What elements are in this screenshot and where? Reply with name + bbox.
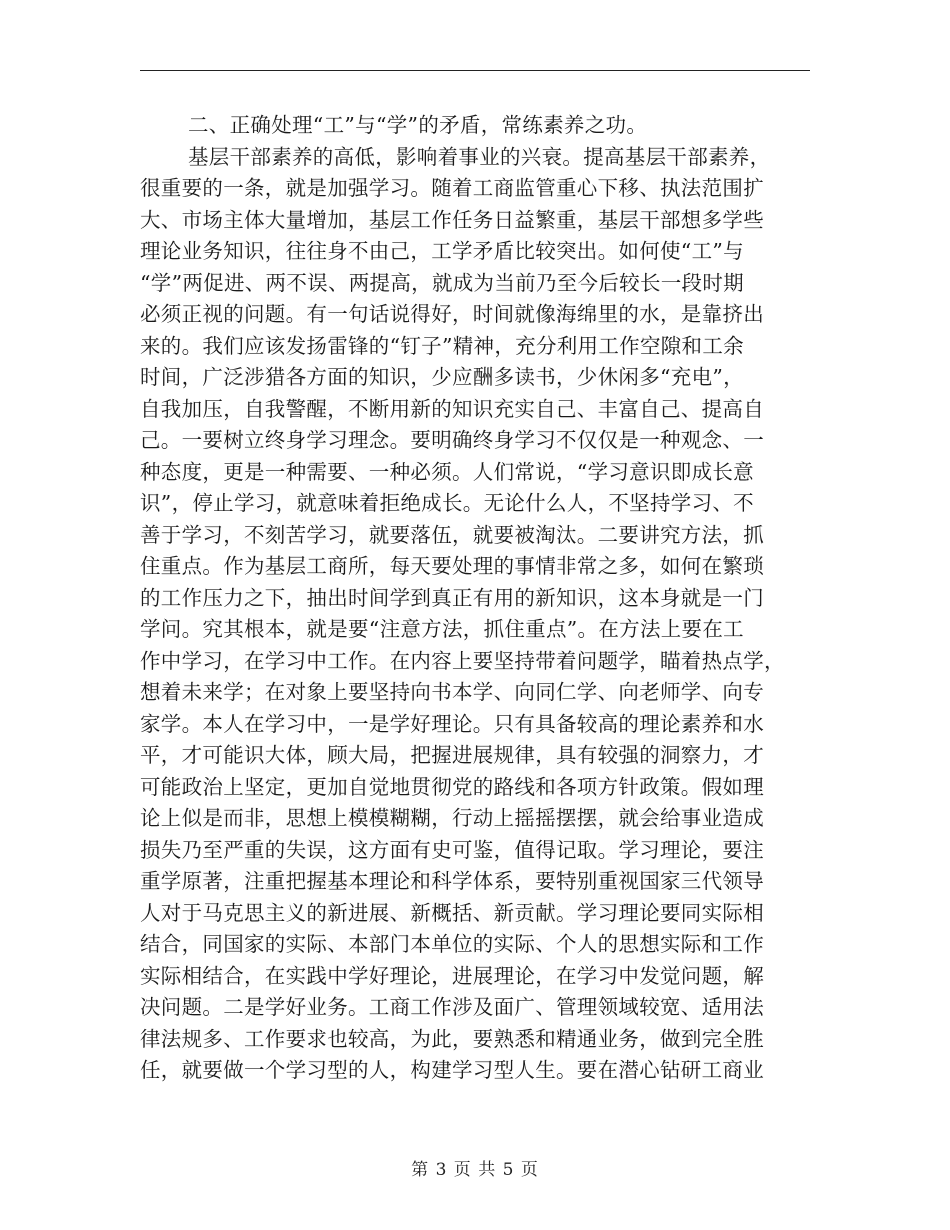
document-body xyxy=(140,110,810,1087)
body-line: 来的。我们应该发扬雷锋的“钉子”精神，充分利用工作空隙和工余 xyxy=(140,333,744,358)
body-paragraph xyxy=(140,142,810,1087)
body-line: 必须正视的问题。有一句话说得好，时间就像海绵里的水，是靠挤出 xyxy=(140,302,764,326)
body-line: 想着未来学；在对象上要坚持向书本学、向同仁学、向老师学、向专 xyxy=(140,680,764,704)
body-line: 决问题。二是学好业务。工商工作涉及面广、管理领域较宽、适用法 xyxy=(140,995,764,1019)
body-line: 作中学习，在学习中工作。在内容上要坚持带着问题学，瞄着热点学， xyxy=(140,648,785,673)
body-line: 的工作压力之下，抽出时间学到真正有用的新知识，这本身就是一门 xyxy=(140,585,764,610)
body-line: 可能政治上坚定，更加自觉地贯彻党的路线和各项方针政策。假如理 xyxy=(140,774,764,799)
header-rule xyxy=(140,70,810,71)
body-line: 结合，同国家的实际、本部门本单位的实际、个人的思想实际和工作 xyxy=(140,932,764,956)
body-line: 人对于马克思主义的新进展、新概括、新贡献。学习理论要同实际相 xyxy=(140,900,764,925)
body-line: 平，才可能识大体，顾大局，把握进展规律，具有较强的洞察力，才 xyxy=(140,743,764,767)
body-line: 理论业务知识，往往身不由己，工学矛盾比较突出。如何使“工”与 xyxy=(140,239,744,263)
body-line: 时间，广泛涉猎各方面的知识，少应酬多读书，少休闲多“充电”， xyxy=(140,365,744,389)
body-line: 实际相结合，在实践中学好理论，进展理论，在学习中发觉问题，解 xyxy=(140,963,764,988)
section-heading: 二、正确处理“工”与“学”的矛盾，常练素养之功。 xyxy=(188,113,648,137)
body-line: 种态度，更是一种需要、一种必须。人们常说，“学习意识即成长意 xyxy=(140,459,754,484)
page-footer: 第 3 页 共 5 页 xyxy=(411,1160,539,1180)
body-line: 任，就要做一个学习型的人，构建学习型人生。要在潜心钻研工商业 xyxy=(140,1058,764,1082)
body-line: 论上似是而非，思想上模模糊糊，行动上摇摇摆摆，就会给事业造成 xyxy=(140,806,764,830)
body-line: 己。一要树立终身学习理念。要明确终身学习不仅仅是一种观念、一 xyxy=(140,428,764,452)
body-line: 大、市场主体大量增加，基层工作任务日益繁重，基层干部想多学些 xyxy=(140,207,764,232)
body-line: 律法规多、工作要求也较高，为此，要熟悉和精通业务，做到完全胜 xyxy=(140,1026,764,1051)
body-line: 重学原著，注重把握基本理论和科学体系，要特别重视国家三代领导 xyxy=(140,869,764,893)
body-line: “学”两促进、两不误、两提高，就成为当前乃至今后较长一段时期 xyxy=(140,270,744,295)
body-line: 学问。究其根本，就是要“注意方法，抓住重点”。在方法上要在工 xyxy=(140,617,744,641)
body-line: 住重点。作为基层工商所，每天要处理的事情非常之多，如何在繁琐 xyxy=(140,554,764,578)
body-line: 基层干部素养的高低，影响着事业的兴衰。提高基层干部素养， xyxy=(188,144,771,169)
body-line: 家学。本人在学习中，一是学好理论。只有具备较高的理论素养和水 xyxy=(140,711,764,736)
body-line: 识”，停止学习，就意味着拒绝成长。无论什么人，不坚持学习、不 xyxy=(140,491,754,515)
body-line: 损失乃至严重的失误，这方面有史可鉴，值得记取。学习理论，要注 xyxy=(140,837,764,862)
body-line: 自我加压，自我警醒，不断用新的知识充实自己、丰富自己、提高自 xyxy=(140,396,764,421)
body-line: 善于学习，不刻苦学习，就要落伍，就要被淘汰。二要讲究方法，抓 xyxy=(140,522,764,547)
body-line: 很重要的一条，就是加强学习。随着工商监管重心下移、执法范围扩 xyxy=(140,176,764,200)
